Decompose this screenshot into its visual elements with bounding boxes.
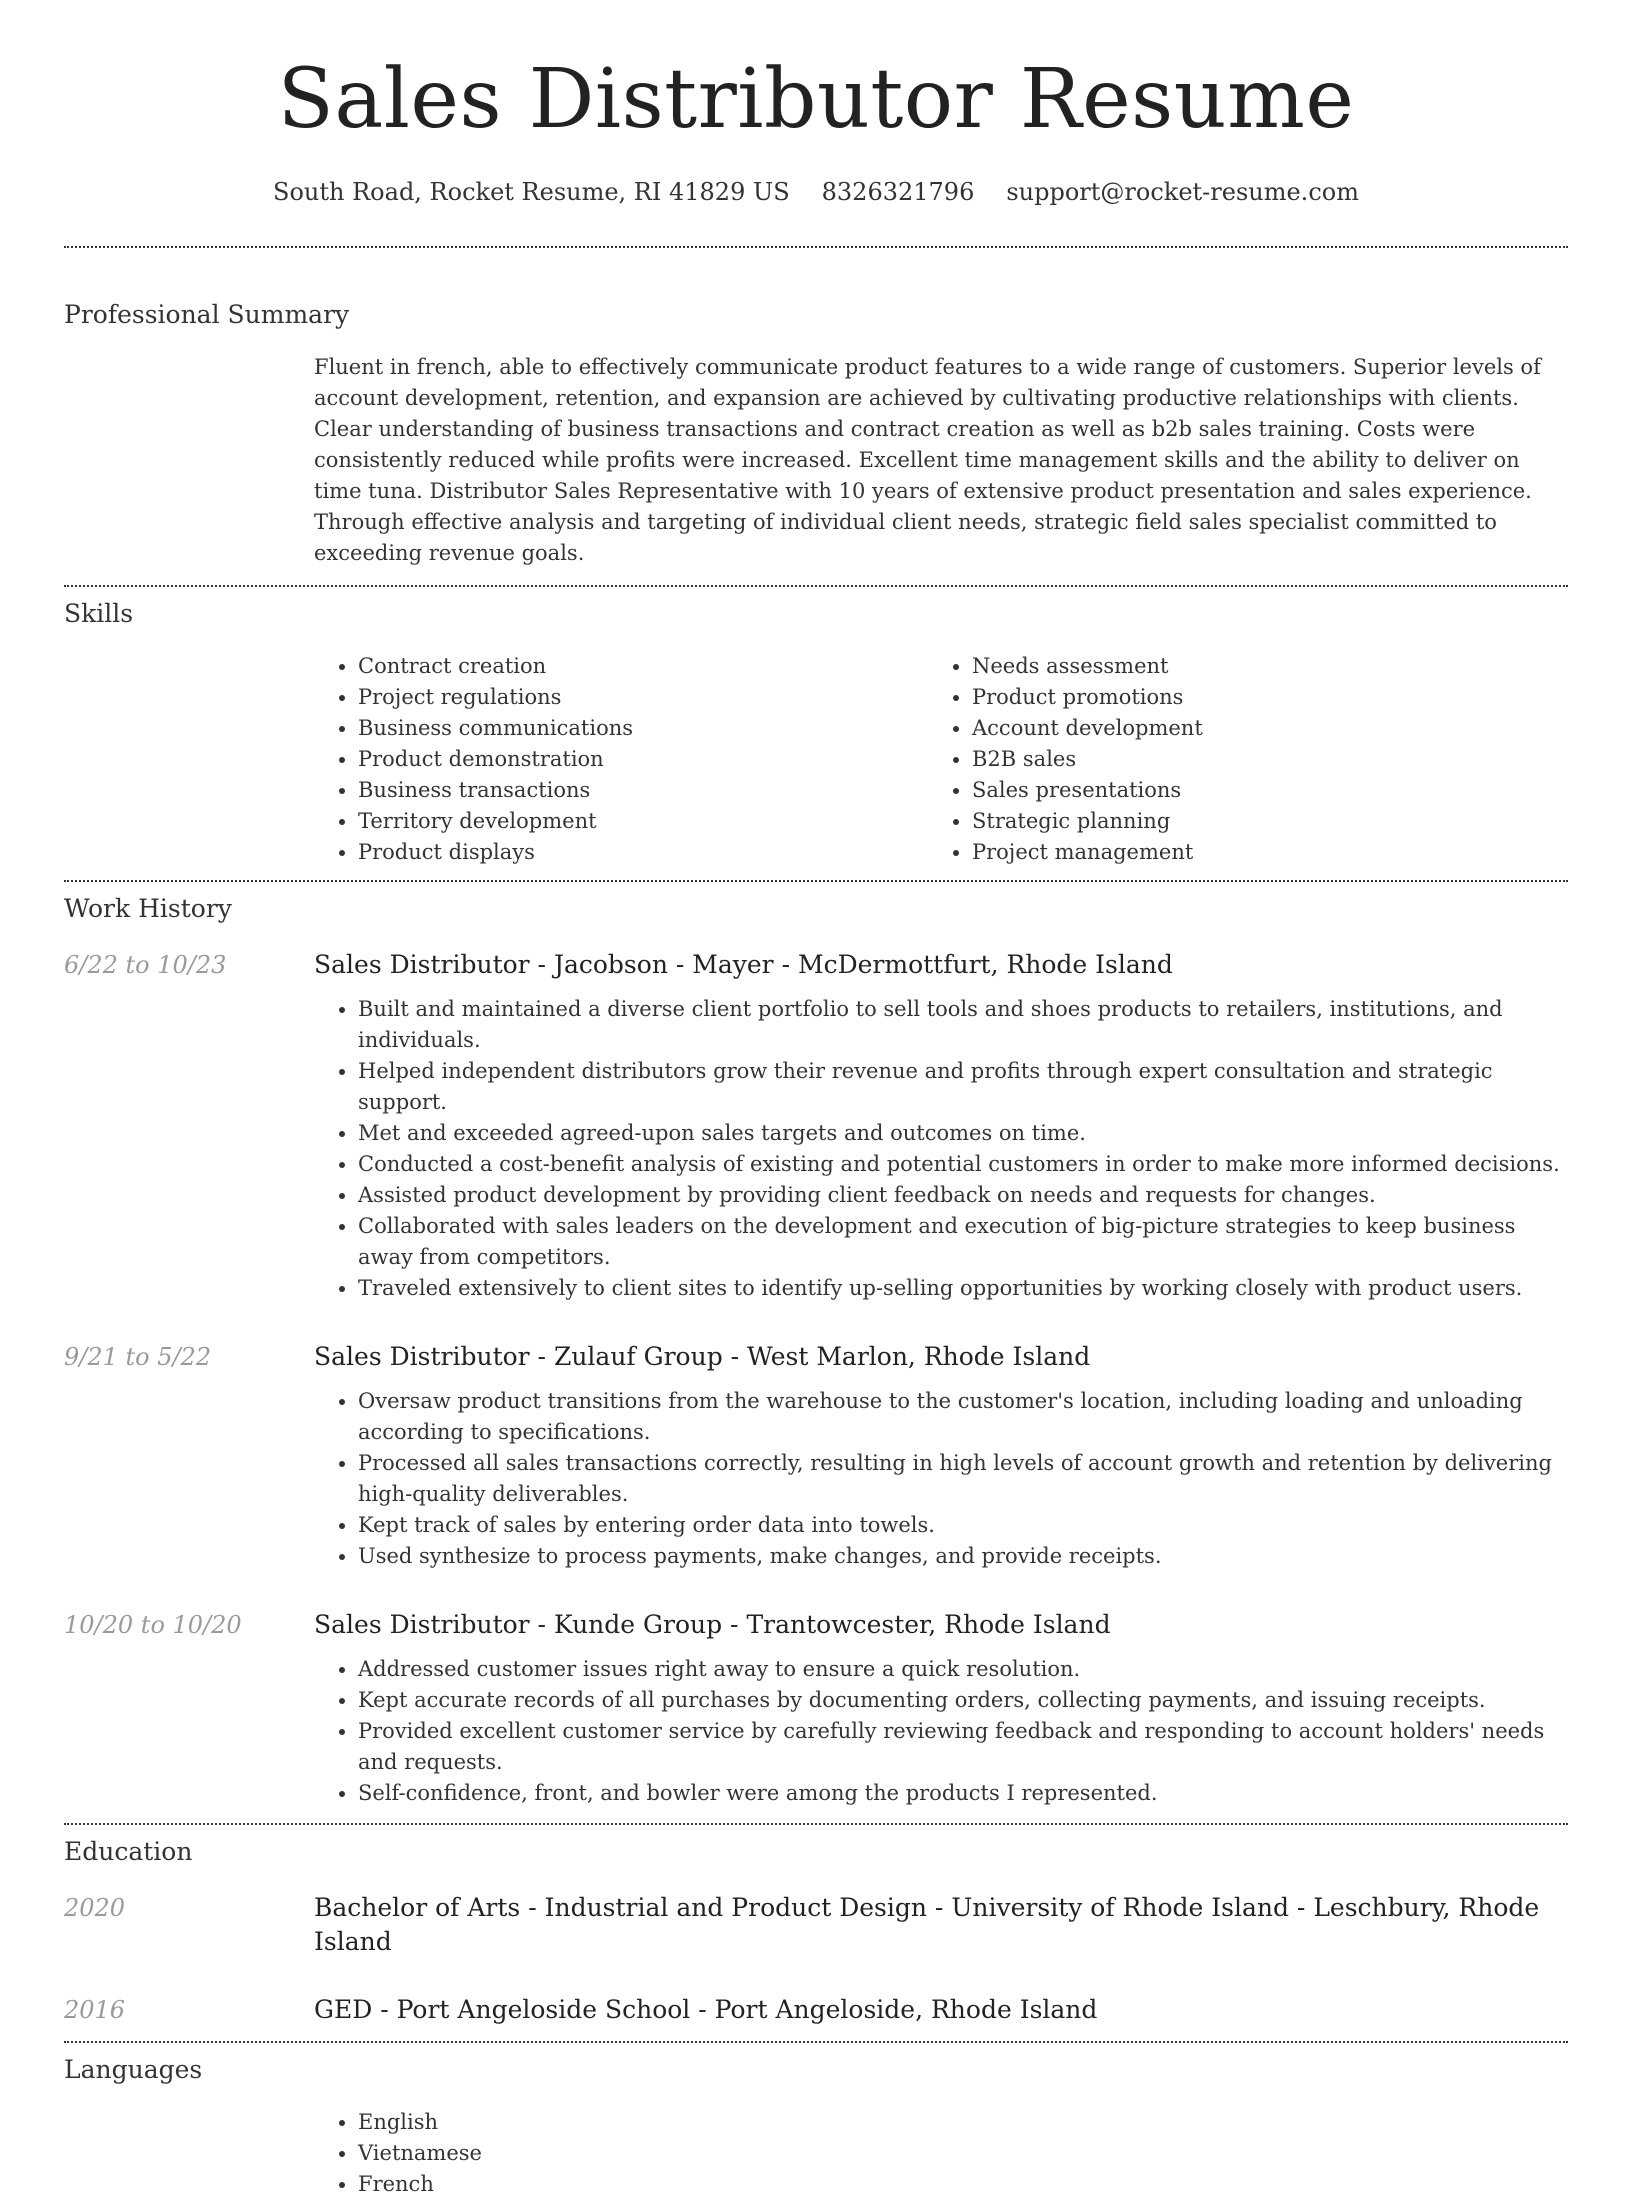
job-bullet: • Addressed customer issues right away to ensure a quick resolution. <box>358 1654 1568 1685</box>
resume-title: Sales Distributor Resume <box>277 52 1355 147</box>
language-item: • Vietnamese <box>358 2138 1632 2169</box>
skill-item: • Project management <box>972 837 1203 868</box>
job-bullet: • Processed all sales transactions correctly, resulting in high levels of account growth and retention by delivering high-quality deliverables. <box>358 1448 1568 1510</box>
job-dates: 6/22 to 10/23 <box>64 951 227 979</box>
job-bullet: • Met and exceeded agreed-upon sales targets and outcomes on time. <box>358 1118 1568 1149</box>
job-bullet: • Kept accurate records of all purchases by documenting orders, collecting payments, and issuing receipts. <box>358 1685 1568 1716</box>
skill-item: • Business transactions <box>358 775 928 806</box>
job-bullets <box>314 994 1568 1304</box>
skill-item: • Account development <box>972 713 1203 744</box>
summary-section <box>0 298 1632 569</box>
education-heading: Education <box>64 1837 193 1866</box>
job-bullets <box>314 1654 1568 1809</box>
language-item: • French <box>358 2169 1632 2200</box>
skill-item: • Product promotions <box>972 682 1203 713</box>
contact-phone: 8326321796 <box>821 178 975 206</box>
skills-list-right <box>928 651 1203 868</box>
skills-columns <box>314 651 1568 868</box>
divider <box>64 585 1568 587</box>
skill-item: • Business communications <box>358 713 928 744</box>
skill-item: • B2B sales <box>972 744 1203 775</box>
education-year: 2016 <box>64 1996 126 2024</box>
job-bullet: • Traveled extensively to client sites to identify up-selling opportunities by working closely with product users. <box>358 1273 1568 1304</box>
job-bullet: • Built and maintained a diverse client portfolio to sell tools and shoes products to retailers, institutions, and individuals. <box>358 994 1568 1056</box>
job-bullet: • Used synthesize to process payments, make changes, and provide receipts. <box>358 1541 1568 1572</box>
languages-section <box>0 2053 1632 2200</box>
work-section <box>0 892 1632 1809</box>
job-bullets <box>314 1386 1568 1572</box>
skill-item: • Contract creation <box>358 651 928 682</box>
skill-item: • Strategic planning <box>972 806 1203 837</box>
work-heading: Work History <box>64 894 232 923</box>
summary-text: Fluent in french, able to effectively communicate product features to a wide range of customers. Superior levels of account development, retention, and expansion are achieved by cultivating productive relationships with clients. Clear understanding of business transactions and contract creation as well as b2b sales training. Costs were consistently reduced while profits were increased. Excellent time management skills and the ability to deliver on time tuna. Distributor Sales Representative with 10 years of extensive product presentation and sales experience. Through effective analysis and targeting of individual client needs, strategic field sales specialist committed to exceeding revenue goals. <box>314 355 1541 565</box>
contact-address: South Road, Rocket Resume, RI 41829 US <box>273 178 790 206</box>
job-bullet: • Self-confidence, front, and bowler were among the products I represented. <box>358 1778 1568 1809</box>
job-bullet: • Oversaw product transitions from the warehouse to the customer's location, including loading and unloading according to specifications. <box>358 1386 1568 1448</box>
skills-list-left <box>314 651 928 868</box>
job-bullet: • Kept track of sales by entering order data into towels. <box>358 1510 1568 1541</box>
divider <box>64 880 1568 882</box>
skill-item: • Project regulations <box>358 682 928 713</box>
divider <box>64 2041 1568 2043</box>
job-bullet: • Conducted a cost-benefit analysis of existing and potential customers in order to make more informed decisions. <box>358 1149 1568 1180</box>
job-dates: 9/21 to 5/22 <box>64 1343 212 1371</box>
job-title: Sales Distributor - Zulauf Group - West Marlon, Rhode Island <box>314 1342 1091 1371</box>
education-degree: GED - Port Angeloside School - Port Angeloside, Rhode Island <box>314 1995 1098 2024</box>
job-entry <box>64 948 1568 1304</box>
education-entry <box>64 1993 1568 2027</box>
education-year: 2020 <box>64 1894 126 1922</box>
job-bullet: • Provided excellent customer service by carefully reviewing feedback and responding to account holders' needs and requests. <box>358 1716 1568 1778</box>
languages-list <box>314 2107 1632 2200</box>
skills-section <box>0 597 1632 868</box>
skill-item: • Territory development <box>358 806 928 837</box>
job-entry <box>64 1340 1568 1572</box>
skill-item: • Sales presentations <box>972 775 1203 806</box>
divider <box>64 246 1568 248</box>
education-entry <box>64 1891 1568 1959</box>
job-title: Sales Distributor - Kunde Group - Trantowcester, Rhode Island <box>314 1610 1111 1639</box>
job-entry <box>64 1608 1568 1809</box>
contact-email: support@rocket-resume.com <box>1006 178 1359 206</box>
education-section <box>0 1835 1632 2027</box>
education-degree: Bachelor of Arts - Industrial and Product Design - University of Rhode Island - Leschbury, Rhode Island <box>314 1893 1540 1956</box>
job-bullet: • Assisted product development by providing client feedback on needs and requests for changes. <box>358 1180 1568 1211</box>
contact-line <box>0 176 1632 208</box>
skill-item: • Needs assessment <box>972 651 1203 682</box>
skill-item: • Product displays <box>358 837 928 868</box>
job-bullet: • Collaborated with sales leaders on the development and execution of big-picture strategies to keep business away from competitors. <box>358 1211 1568 1273</box>
summary-heading: Professional Summary <box>64 300 350 329</box>
language-item: • English <box>358 2107 1632 2138</box>
skills-heading: Skills <box>64 599 134 628</box>
job-dates: 10/20 to 10/20 <box>64 1611 242 1639</box>
divider <box>64 1823 1568 1825</box>
languages-heading: Languages <box>64 2055 203 2084</box>
job-bullet: • Helped independent distributors grow their revenue and profits through expert consultation and strategic support. <box>358 1056 1568 1118</box>
skill-item: • Product demonstration <box>358 744 928 775</box>
job-title: Sales Distributor - Jacobson - Mayer - McDermottfurt, Rhode Island <box>314 950 1173 979</box>
